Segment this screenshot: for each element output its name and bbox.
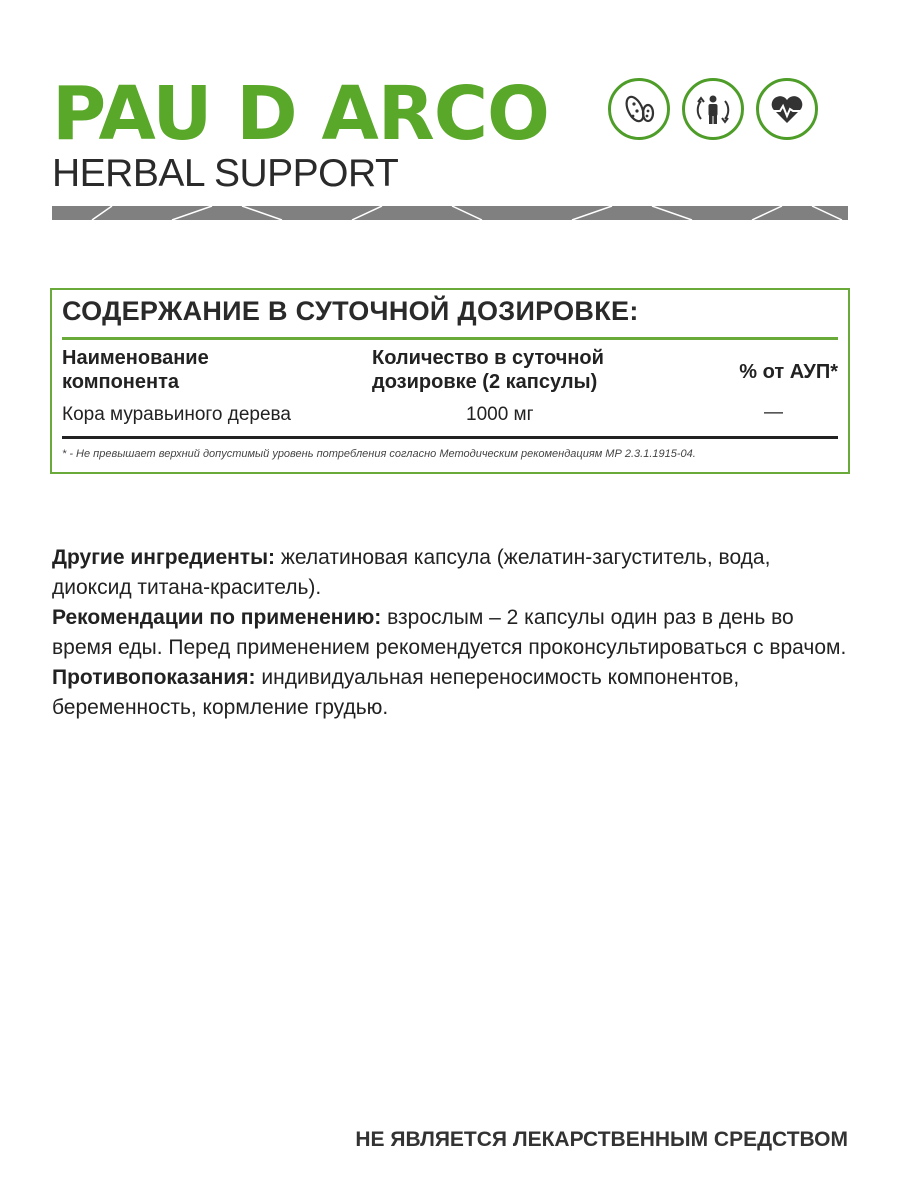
table-divider (62, 337, 838, 340)
contraindications-label: Противопоказания: (52, 666, 256, 689)
bacteria-icon (608, 78, 670, 140)
contraindications (52, 663, 852, 723)
row-component-amount: 1000 мг (466, 404, 534, 425)
usage-label: Рекомендации по применению: (52, 606, 382, 629)
product-subtitle: HERBAL SUPPORT (52, 152, 399, 195)
nutrition-table (50, 288, 850, 474)
row-component-percent: — (764, 402, 783, 423)
row-component-name: Кора муравьиного дерева (62, 404, 292, 425)
disclaimer: НЕ ЯВЛЯЕТСЯ ЛЕКАРСТВЕННЫМ СРЕДСТВОМ (355, 1128, 848, 1151)
contraindications-text: индивидуальная непереносимость компонентов, беременность, кормление грудью. (52, 666, 740, 719)
body-cycle-icon (682, 78, 744, 140)
heart-pulse-icon (756, 78, 818, 140)
decorative-stripe (52, 206, 848, 220)
column-header-amount: Количество в суточной дозировке (2 капсулы) (372, 347, 604, 393)
other-ingredients (52, 543, 852, 603)
usage-text: взрослым – 2 капсулы один раз в день во время еды. Перед применением рекомендуется проконсультироваться с врачом. (52, 606, 847, 659)
product-title: PAU D ARCO (52, 71, 549, 157)
table-heading: СОДЕРЖАНИЕ В СУТОЧНОЙ ДОЗИРОВКЕ: (62, 296, 639, 326)
table-bottom-rule (62, 436, 838, 439)
table-footnote: * - Не превышает верхний допустимый уровень потребления согласно Методическим рекомендациям МР 2.3.1.1915-04. (62, 448, 696, 460)
usage-recommendations (52, 603, 852, 663)
product-info (52, 543, 852, 723)
column-header-percent: % от АУП* (739, 361, 838, 383)
benefit-icons (608, 78, 818, 140)
other-ingredients-label: Другие ингредиенты: (52, 546, 276, 569)
other-ingredients-text: желатиновая капсула (желатин-загуститель, вода, диоксид титана-краситель). (52, 546, 771, 599)
column-header-component: Наименование компонента (62, 347, 209, 393)
